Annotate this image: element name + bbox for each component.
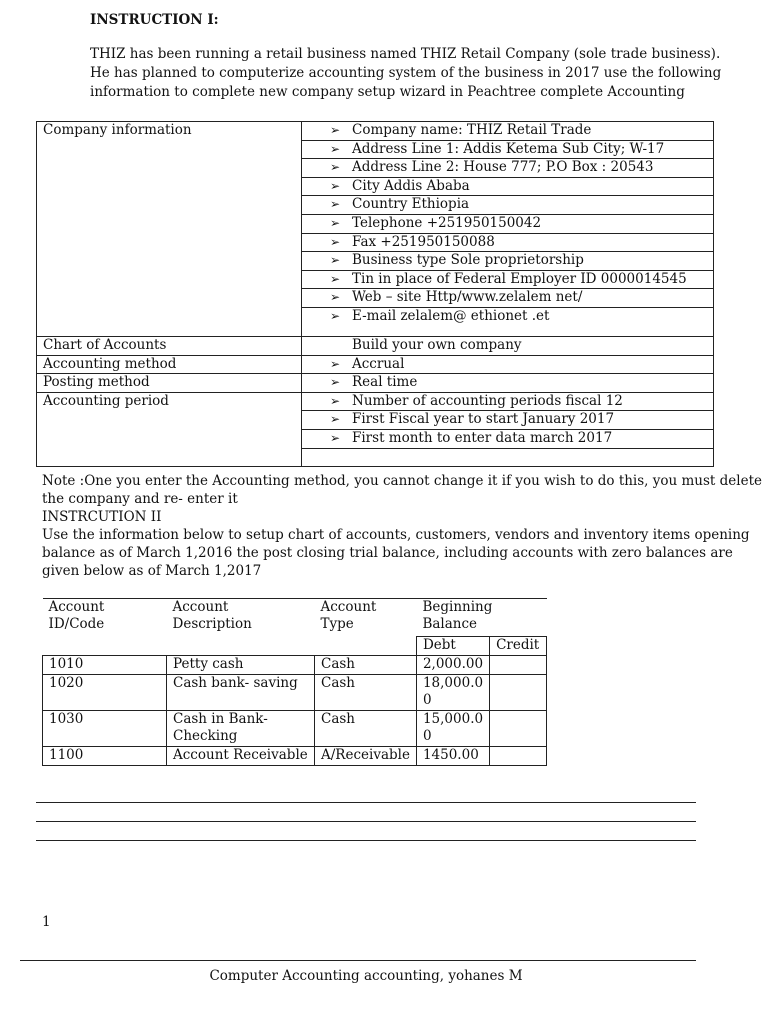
table-row: 1030 Cash in Bank- Checking Cash 15,000.0 0 (43, 711, 547, 747)
table-row: 1020 Cash bank- saving Cash 18,000.0 0 (43, 675, 547, 711)
company-item: ➢ Web – site Http/www.zelalem net/ (302, 289, 714, 308)
instruction-line: balance as of March 1,2016 the post closing trial balance, including accounts with zero balances are (42, 545, 733, 561)
arrow-bullet-icon: ➢ (330, 253, 341, 268)
empty-cell (302, 448, 714, 467)
page-footer: Computer Accounting accounting, yohanes M (209, 968, 523, 984)
company-item: ➢ Address Line 1: Addis Ketema Sub City; W-17 (302, 140, 714, 159)
chart-of-accounts-label: Chart of Accounts (37, 336, 302, 355)
accounting-method-value: ➢ Accrual (302, 355, 714, 374)
trial-balance-table (42, 598, 547, 766)
blank-line (36, 802, 696, 803)
arrow-bullet-icon: ➢ (330, 412, 341, 427)
note-line: Note :One you enter the Accounting method, you cannot change it if you wish to do this, you must delete (42, 473, 762, 489)
arrow-bullet-icon: ➢ (330, 290, 341, 305)
company-item: ➢ Telephone +251950150042 (302, 214, 714, 233)
col-beginning-balance: Beginning Balance (416, 599, 546, 637)
accounting-period-label: Accounting period (37, 392, 302, 411)
blank-line (36, 840, 696, 841)
company-item: ➢ Fax +251950150088 (302, 233, 714, 252)
arrow-bullet-icon: ➢ (330, 178, 341, 193)
company-item: ➢ E-mail zelalem@ ethionet .et (302, 307, 714, 336)
intro-line: information to complete new company setup wizard in Peachtree complete Accounting (90, 84, 685, 100)
company-item: ➢ Tin in place of Federal Employer ID 0000014545 (302, 270, 714, 289)
arrow-bullet-icon: ➢ (330, 141, 341, 156)
instruction-2-heading: INSTRCUTION II (42, 509, 162, 525)
arrow-bullet-icon: ➢ (330, 375, 341, 390)
table-row: 1100 Account Receivable A/Receivable 1450.00 (43, 747, 547, 766)
intro-line: He has planned to computerize accounting system of the business in 2017 use the following (90, 65, 722, 81)
col-account-id: Account ID/Code (43, 599, 167, 656)
intro-paragraph (90, 45, 722, 102)
company-item: ➢ City Addis Ababa (302, 177, 714, 196)
arrow-bullet-icon: ➢ (330, 393, 341, 408)
period-item: ➢ First month to enter data march 2017 (302, 429, 714, 448)
company-item: ➢ Address Line 2: House 777; P.O Box : 20543 (302, 159, 714, 178)
col-account-description: Account Description (167, 599, 315, 656)
col-account-type: Account Type (315, 599, 417, 656)
footer-divider (20, 960, 696, 961)
table-row: 1010 Petty cash Cash 2,000.00 (43, 656, 547, 675)
arrow-bullet-icon: ➢ (330, 271, 341, 286)
company-info-label: Company information (37, 122, 302, 141)
arrow-bullet-icon: ➢ (330, 197, 341, 212)
arrow-bullet-icon: ➢ (330, 160, 341, 175)
instruction-heading: INSTRUCTION I: (90, 12, 219, 28)
company-setup-table (36, 121, 714, 467)
blank-line (36, 821, 696, 822)
accounting-method-label: Accounting method (37, 355, 302, 374)
company-item: ➢ Country Ethiopia (302, 196, 714, 215)
arrow-bullet-icon: ➢ (330, 215, 341, 230)
col-debit: Debt (416, 637, 489, 656)
page-number: 1 (42, 914, 51, 930)
posting-method-label: Posting method (37, 374, 302, 393)
arrow-bullet-icon: ➢ (330, 430, 341, 445)
chart-of-accounts-value: Build your own company (302, 336, 714, 355)
instruction-line: given below as of March 1,2017 (42, 563, 262, 579)
arrow-bullet-icon: ➢ (330, 308, 341, 323)
period-item: ➢ Number of accounting periods fiscal 12 (302, 392, 714, 411)
arrow-bullet-icon: ➢ (330, 123, 341, 137)
intro-line: THIZ has been running a retail business named THIZ Retail Company (sole trade business). (90, 46, 721, 62)
notes-section (42, 472, 762, 580)
instruction-line: Use the information below to setup chart of accounts, customers, vendors and inventory items opening (42, 527, 750, 543)
company-item: ➢ Business type Sole proprietorship (302, 252, 714, 271)
arrow-bullet-icon: ➢ (330, 356, 341, 371)
arrow-bullet-icon: ➢ (330, 234, 341, 249)
period-item: ➢ First Fiscal year to start January 2017 (302, 411, 714, 430)
col-credit: Credit (490, 637, 547, 656)
company-item: ➢ Company name: THIZ Retail Trade (302, 122, 714, 141)
posting-method-value: ➢ Real time (302, 374, 714, 393)
note-line: the company and re- enter it (42, 491, 238, 507)
